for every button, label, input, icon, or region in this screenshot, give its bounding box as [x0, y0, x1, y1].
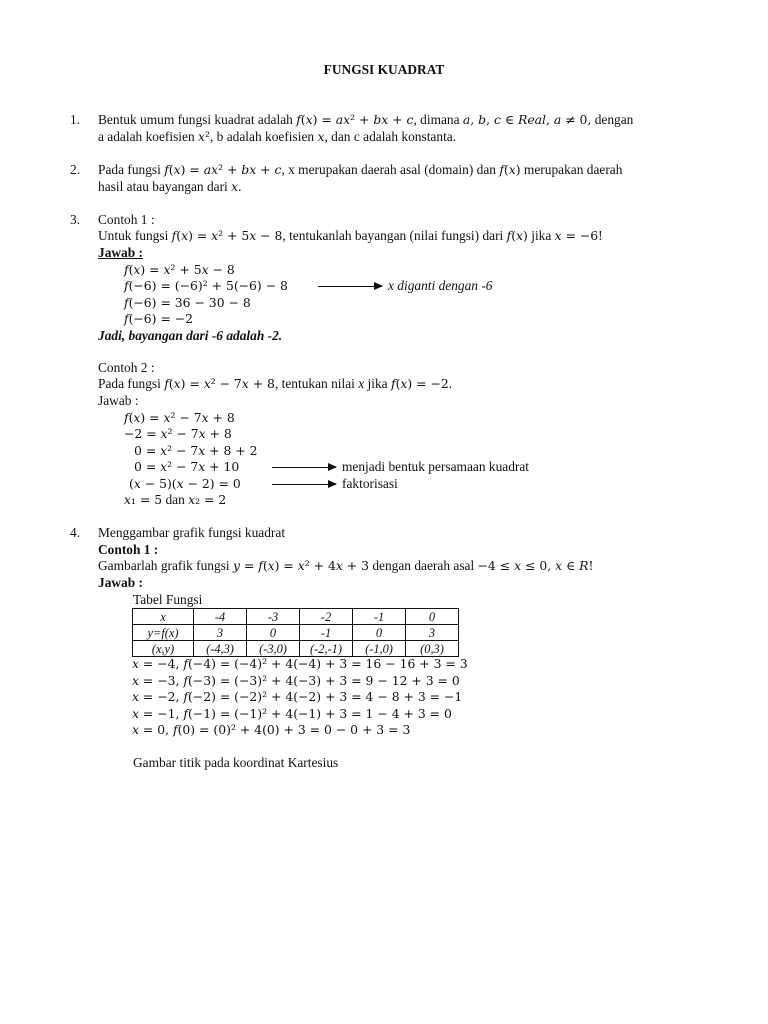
text: Gambarlah grafik fungsi	[98, 558, 233, 573]
math: 𝑥	[231, 179, 239, 194]
table-cell: 0	[353, 625, 406, 641]
table-row	[133, 625, 459, 641]
example-2-step-1: 𝑓(𝑥) = 𝑥² − 7𝑥 + 8	[124, 410, 235, 425]
arrow-icon	[272, 467, 336, 468]
example-1-conclusion: Jadi, bayangan dari -6 adalah -2.	[98, 328, 283, 343]
item-number-4: 4.	[70, 525, 81, 540]
item-2-line-2	[98, 179, 241, 195]
coefficient-condition: 𝑎, 𝑏, 𝑐 ∈ 𝑅𝑒𝑎𝑙, 𝑎 ≠ 0,	[462, 112, 592, 127]
example-1-step-3: 𝑓(−6) = 36 − 30 − 8	[124, 295, 251, 310]
example-1-question	[98, 228, 603, 244]
text: dan	[162, 492, 189, 507]
table-cell: 3	[194, 625, 247, 641]
text: dengan	[591, 112, 634, 127]
math: 𝑥₂ = 2	[188, 492, 227, 507]
function-table	[132, 608, 459, 657]
text: , x merupakan daerah asal (domain) dan	[281, 162, 500, 177]
section-4-question	[98, 558, 593, 574]
example-2-solution	[124, 492, 226, 508]
item-number-1: 1.	[70, 112, 81, 127]
table-header: y=f(x)	[133, 625, 194, 641]
example-1-step-1: 𝑓(𝑥) = 𝑥² + 5𝑥 − 8	[124, 262, 235, 277]
text: a adalah koefisien	[98, 129, 199, 144]
text: .	[238, 179, 242, 194]
section-4-example-label: Contoh 1 :	[98, 542, 159, 557]
example-2-step-4: 0 = 𝑥² − 7𝑥 + 10	[134, 459, 240, 474]
example-2-question	[98, 376, 452, 392]
table-cell: 0	[247, 625, 300, 641]
table-row	[133, 609, 459, 625]
text: dengan daerah asal	[368, 558, 478, 573]
text: , dan c adalah konstanta.	[324, 129, 457, 144]
table-header: (x,y)	[133, 641, 194, 657]
calc-line-2: 𝑥 = −3, 𝑓(−3) = (−3)² + 4(−3) + 3 = 9 − 12 + 3 = 0	[132, 673, 460, 688]
table-cell: (-1,0)	[353, 641, 406, 657]
page-title: FUNGSI KUADRAT	[323, 62, 445, 77]
table-row	[133, 641, 459, 657]
arrow-icon	[318, 286, 382, 287]
calc-line-5: 𝑥 = 0, 𝑓(0) = (0)² + 4(0) + 3 = 0 − 0 + 3 = 3	[132, 722, 411, 737]
math: 𝑥 = −6	[554, 228, 599, 243]
text: .	[448, 376, 453, 391]
answer-label: Jawab :	[98, 245, 144, 260]
table-cell: -2	[300, 609, 353, 625]
text: Untuk fungsi	[98, 228, 172, 243]
math: 𝑓(𝑥) = 𝑥² − 7𝑥 + 8	[164, 376, 275, 391]
math: 𝑓(𝑥) = 𝑎𝑥² + 𝑏𝑥 + 𝑐	[164, 162, 282, 177]
text: , tentukanlah bayangan (nilai fungsi) dari	[282, 228, 507, 243]
table-cell: (-4,3)	[194, 641, 247, 657]
text: , tentukan nilai	[274, 376, 359, 391]
table-cell: -4	[194, 609, 247, 625]
example-2-label: Contoh 2 :	[98, 360, 155, 375]
text: hasil atau bayangan dari	[98, 179, 232, 194]
example-2-note-2: faktorisasi	[342, 476, 398, 491]
arrow-icon	[272, 484, 336, 485]
text: merupakan daerah	[520, 162, 623, 177]
example-2-answer-label: Jawab :	[98, 393, 139, 408]
table-cell: (-3,0)	[247, 641, 300, 657]
calc-line-1: 𝑥 = −4, 𝑓(−4) = (−4)² + 4(−4) + 3 = 16 − 16 + 3 = 3	[132, 656, 468, 671]
table-cell: (0,3)	[406, 641, 459, 657]
text: , dimana	[413, 112, 463, 127]
table-cell: -1	[353, 609, 406, 625]
text: jika	[364, 376, 391, 391]
math: 𝑥	[317, 129, 325, 144]
example-2-step-3: 0 = 𝑥² − 7𝑥 + 8 + 2	[134, 443, 258, 458]
item-1-line-1	[98, 112, 633, 128]
section-4-footer: Gambar titik pada koordinat Kartesius	[133, 755, 339, 770]
example-1-note: x diganti dengan -6	[388, 278, 493, 293]
item-1-line-2	[98, 129, 456, 145]
math: 𝑓(𝑥) = 𝑥² + 5𝑥 − 8	[171, 228, 283, 243]
calc-line-3: 𝑥 = −2, 𝑓(−2) = (−2)² + 4(−2) + 3 = 4 − 8 + 3 = −1	[132, 689, 463, 704]
calc-line-4: 𝑥 = −1, 𝑓(−1) = (−1)² + 4(−1) + 3 = 1 − 4 + 3 = 0	[132, 706, 452, 721]
text: !	[598, 228, 603, 243]
item-number-2: 2.	[70, 162, 81, 177]
text: jika	[527, 228, 555, 243]
table-header: x	[133, 609, 194, 625]
table-cell: (-2,-1)	[300, 641, 353, 657]
text: x	[358, 376, 365, 391]
item-number-3: 3.	[70, 212, 81, 227]
example-1-step-4: 𝑓(−6) = −2	[124, 311, 194, 326]
section-4-heading: Menggambar grafik fungsi kuadrat	[98, 525, 286, 540]
item-2-line-1	[98, 162, 622, 178]
math: 𝑦 = 𝑓(𝑥) = 𝑥² + 4𝑥 + 3	[232, 558, 369, 573]
math: 𝑥²	[198, 129, 210, 144]
example-2-step-5: (𝑥 − 5)(𝑥 − 2) = 0	[129, 476, 241, 491]
table-cell: -1	[300, 625, 353, 641]
text: , b adalah koefisien	[209, 129, 318, 144]
general-form-equation: 𝑓(𝑥) = 𝑎𝑥² + 𝑏𝑥 + 𝑐	[296, 112, 414, 127]
example-1-step-2: 𝑓(−6) = (−6)² + 5(−6) − 8	[124, 278, 288, 293]
math: 𝑓(𝑥) = −2	[390, 376, 449, 391]
example-2-step-2: −2 = 𝑥² − 7𝑥 + 8	[124, 426, 232, 441]
text: Pada fungsi	[98, 376, 165, 391]
math: 𝑓(𝑥)	[506, 228, 528, 243]
math: 𝑓(𝑥)	[499, 162, 521, 177]
table-cell: -3	[247, 609, 300, 625]
table-cell: 0	[406, 609, 459, 625]
example-2-note-1: menjadi bentuk persamaan kuadrat	[342, 459, 530, 474]
example-1-label: Contoh 1 :	[98, 212, 155, 227]
text: Bentuk umum fungsi kuadrat adalah	[98, 112, 297, 127]
math: −4 ≤ 𝑥 ≤ 0, 𝑥 ∈ 𝑅!	[477, 558, 594, 573]
table-cell: 3	[406, 625, 459, 641]
table-title: Tabel Fungsi	[133, 592, 203, 607]
text: Pada fungsi	[98, 162, 165, 177]
math: 𝑥₁ = 5	[124, 492, 163, 507]
section-4-answer-label: Jawab :	[98, 575, 144, 590]
